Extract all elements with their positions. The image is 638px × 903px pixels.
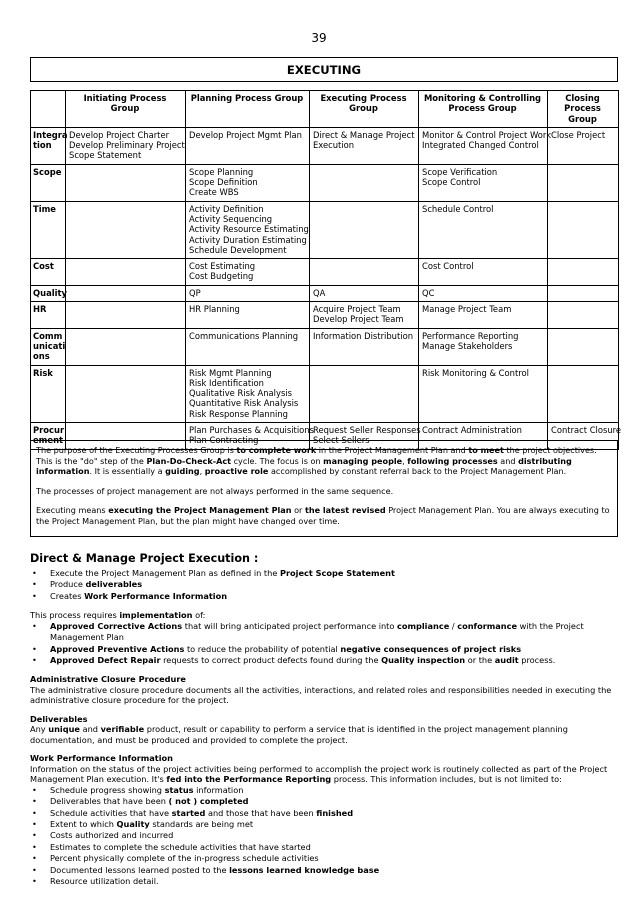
knowledge-area-cell [31,127,66,164]
text-run: Schedule activities that have [50,807,172,818]
list-item [30,842,620,853]
bold-run: status [164,784,194,795]
text-run: of: [192,610,206,621]
executing-cell [310,285,419,301]
bold-run: compliance [397,620,450,631]
cell-line: Execution [313,140,355,151]
initiating-cell [66,259,186,286]
knowledge-area-cell [31,164,66,201]
cell-line: Activity Definition [189,203,264,214]
text-run: and [497,455,519,466]
cell-line: Scope Definition [189,177,258,188]
bold-run: executing the Project Management Plan [108,505,292,515]
text-run: , [402,455,408,466]
text-run: standards are being met [149,819,254,830]
purpose-paragraph [36,486,612,497]
initiating-cell [66,201,186,258]
cell-line: Acquire Project Team [313,304,401,315]
closing-cell [548,164,619,201]
bold-run: Approved Defect Repair [50,654,161,665]
list-item [30,853,620,864]
list-item [30,621,620,644]
cell-line: Request Seller Responses [313,425,421,436]
text-run: cycle. The focus is on [231,455,324,466]
cell-line: Risk [33,367,53,378]
text-run: Deliverables that have been [50,796,169,807]
text-run: Executing means [36,505,109,515]
list-item [30,568,620,579]
cell-line: Communications Planning [189,330,299,341]
cell-line: Cost Estimating [189,261,256,272]
direct-manage-section [30,552,620,888]
planning-cell [186,365,310,422]
header-cell: Closing Process Group [548,91,619,128]
executing-purpose-box [30,440,618,537]
list-item [30,644,620,655]
cell-line: QP [189,287,201,298]
text-run: or the [465,654,495,665]
text-run: with the Project Management Plan [50,620,584,643]
text-run: accomplished by constant referral back to the Project Management Plan. [268,466,567,476]
cell-line: Monitor & Control Project Work [422,129,552,140]
planning-cell [186,285,310,301]
cell-line: Activity Sequencing [189,213,273,224]
closing-cell [548,201,619,258]
text-run: Execute the Project Management Plan as defined in the [50,568,280,578]
text-run: , [199,466,205,476]
cell-line: Integra [33,129,68,140]
bold-run: unique [48,724,80,735]
header-cell: Planning Process Group [186,91,310,128]
planning-cell [186,164,310,201]
list-item [30,579,620,590]
cell-line: HR [33,304,47,315]
cell-line: Schedule Control [422,203,494,214]
knowledge-area-cell [31,259,66,286]
cell-line: Cost Budgeting [189,271,254,282]
cell-line: Cost Control [422,261,474,272]
text-run: process. This information includes, but is not limited to: [331,774,562,785]
deliverables-title: Deliverables [30,713,88,724]
text-run: This process requires [30,610,120,621]
header-cell: Executing Process Group [310,91,419,128]
list-item [30,865,620,876]
table-row [31,302,619,329]
bold-run: Quality [116,819,150,830]
planning-cell [186,259,310,286]
cell-line: Scope Control [422,177,481,188]
knowledge-area-cell [31,328,66,365]
cell-line: Select Sellers [313,435,370,446]
text-run: and those that have been [205,807,317,818]
table-row [31,285,619,301]
bold-run: lessons learned knowledge base [229,864,380,875]
cell-line: Activity Duration Estimating [189,234,307,245]
knowledge-area-cell [31,365,66,422]
executing-cell [310,201,419,258]
wpi-block [30,753,620,887]
closing-cell [548,285,619,301]
section-banner: EXECUTING [30,57,618,82]
cell-line: Develop Project Mgmt Plan [189,129,302,140]
acp-text: The administrative closure procedure documents all the activities, interactions, and related roles and responsibilities needed in executing the administrative closure procedure for the project. [30,684,612,706]
header-cell: Monitoring & Controlling Process Group [419,91,548,128]
bold-run: Approved Corrective Actions [50,620,183,631]
text-run: The purpose of the Executing Processes Group is [36,445,237,455]
bold-run: the latest revised [304,505,386,515]
closing-cell [548,127,619,164]
knowledge-area-cell [31,302,66,329]
cell-line: Create WBS [189,187,239,198]
bold-run: ( not ) completed [168,796,249,807]
text-run: Costs authorized and incurred [50,830,174,841]
planning-cell [186,127,310,164]
closing-cell [548,365,619,422]
executing-cell [310,127,419,164]
bold-run: following processes [407,455,498,466]
cell-line: Risk Response Planning [189,408,288,419]
cell-line: Manage Project Team [422,304,512,315]
bold-run: to meet [468,445,504,455]
planning-cell [186,328,310,365]
monitoring-cell [419,285,548,301]
cell-line: Direct & Manage Project [313,129,415,140]
cell-line: Integrated Changed Control [422,140,539,151]
bold-run: finished [316,807,354,818]
text-run: Creates [50,590,85,601]
text-run: product, result or capability to perform a service that is identified in the project management planning documentation, and must be produced and provided to complete the project. [30,724,568,745]
cell-line: Manage Stakeholders [422,340,513,351]
monitoring-cell [419,127,552,164]
wpi-text [30,764,620,785]
text-run: or [291,505,305,515]
monitoring-cell [419,365,548,422]
deliverables-text [30,724,620,745]
text-run: Documented lessons learned posted to the [50,864,230,875]
cell-line: Scope Statement [69,150,142,161]
executing-cell [310,328,419,365]
knowledge-area-cell [31,285,66,301]
cell-line: Schedule Development [189,244,287,255]
table-row [31,201,619,258]
list-item [30,808,620,819]
initiating-cell [66,302,186,329]
cell-line: unicati [33,340,66,351]
closing-cell [548,328,619,365]
cell-line: Quality [33,287,67,298]
knowledge-area-cell [31,201,66,258]
text-run: in the Project Management Plan and [316,445,469,455]
bold-run: Plan-Do-Check-Act [146,455,232,466]
executing-cell [310,302,419,329]
bold-run: guiding [165,466,200,476]
cell-line: Develop Preliminary Project [69,140,185,151]
monitoring-cell [419,259,548,286]
cell-line: Contract Closure [551,425,622,436]
bold-run: fed into the Performance Reporting [166,774,332,785]
table-row [31,127,619,164]
planning-cell [186,302,310,329]
list-item [30,655,620,666]
cell-line: HR Planning [189,304,240,315]
acp-block [30,674,620,706]
text-run: Any [30,724,49,735]
list-item [30,785,620,796]
text-run: Percent physically complete of the in-progress schedule activities [50,853,319,864]
header-cell: Initiating Process Group [66,91,186,128]
text-run: The processes of project management are not always performed in the same sequence. [36,485,394,496]
cell-line: ons [33,351,50,362]
initiating-cell [66,285,186,301]
cell-line: Develop Project Charter [69,129,170,140]
bold-run: to complete work [236,445,317,455]
cell-line: Qualitative Risk Analysis [189,388,293,399]
cell-line: Scope [33,166,62,177]
bold-run: Quality inspection [381,654,466,665]
monitoring-cell [419,302,548,329]
cell-line: Risk Mgmt Planning [189,367,272,378]
list-item [30,796,620,807]
list-item [30,830,620,841]
cell-line: QA [313,287,326,298]
bold-run: started [171,807,206,818]
bold-run: implementation [119,610,193,621]
header-cell [31,91,66,128]
cell-line: Time [33,203,56,214]
cell-line: Performance Reporting [422,330,519,341]
table-row [31,365,619,422]
bold-run: proactive role [204,466,269,476]
bold-run: conformance [457,620,518,631]
deliverables-block [30,714,620,746]
bold-run: verifiable [100,724,145,735]
initiating-cell [66,365,186,422]
cell-line: Activity Resource Estimating [189,224,309,235]
list-item [30,876,620,887]
table-row [31,164,619,201]
initiating-cell [66,328,186,365]
cell-line: ement [33,435,64,446]
section-title: Direct & Manage Project Execution : [30,552,259,565]
bold-run: negative consequences of project risks [340,643,522,654]
cell-line: tion [33,140,52,151]
bold-run: deliverables [85,579,143,590]
cell-line: Information Distribution [313,330,414,341]
executing-cell [310,259,419,286]
purpose-paragraph [36,505,612,526]
table-row [31,328,619,365]
text-run: Extent to which [50,819,117,830]
process-groups-table [30,90,622,450]
text-run: that will bring anticipated project performance into [182,620,397,631]
wpi-bullet-list [30,785,620,888]
text-run: Produce [50,579,86,590]
table-row [31,259,619,286]
bold-run: Project Scope Statement [279,568,395,578]
text-run: Estimates to complete the schedule activities that have started [50,841,311,852]
cell-line: Procur [33,425,65,436]
cell-line: QC [422,287,435,298]
executing-cell [310,164,419,201]
cell-line: Plan Contracting [189,435,259,446]
initiating-cell [66,127,186,164]
purpose-paragraph [36,445,612,477]
cell-line: Cost [33,261,54,272]
list-item [30,591,620,602]
cell-line: Scope Planning [189,166,254,177]
text-run: to reduce the probability of potential [184,643,341,654]
text-run: Schedule progress showing [50,784,165,795]
bold-run: audit [494,654,519,665]
text-run: process. [518,654,556,665]
cell-line: Risk Monitoring & Control [422,367,529,378]
closing-cell [548,302,619,329]
text-run: the project objectives. This is the "do" step of the [36,445,597,466]
cell-line: Quantitative Risk Analysis [189,398,299,409]
cell-line: Plan Purchases & Acquisitions [189,425,314,436]
monitoring-cell [419,164,548,201]
text-run: Information on the status of the project activities being performed to accomplish the project work is routinely collected as part of the Project Management Plan execution. It's [30,763,608,785]
monitoring-cell [419,201,548,258]
text-run: Resource utilization detail. [50,876,159,887]
bold-run: distributing information [36,455,572,476]
bold-run: Work Performance Information [84,590,228,601]
page-number: 39 [311,31,327,45]
cell-line: Contract Administration [422,425,522,436]
cell-line: Close Project [551,129,606,140]
requires-text [30,610,620,621]
initiating-cell [66,164,186,201]
cell-line: Risk Identification [189,377,264,388]
bold-run: managing people [323,455,403,466]
text-run: . It is essentially a [89,466,166,476]
acp-title: Administrative Closure Procedure [30,674,186,685]
table-header-row [31,91,619,128]
implementation-bullet-list [30,621,620,667]
text-run: requests to correct product defects found during the [160,654,382,665]
closing-cell [548,259,619,286]
text-run: / [449,620,458,631]
monitoring-cell [419,328,548,365]
executing-cell [310,365,419,422]
cell-line: Comm [33,330,63,341]
text-run: Project Management Plan. You are always executing to the Project Management Plan, but the plan might have changed over time. [36,505,610,526]
text-run: information [193,784,244,795]
text-run: and [79,724,101,735]
planning-cell [186,201,310,258]
intro-bullet-list [30,568,620,602]
list-item [30,819,620,830]
wpi-title: Work Performance Information [30,753,173,764]
bold-run: Approved Preventive Actions [50,643,185,654]
cell-line: Develop Project Team [313,314,404,325]
cell-line: Scope Verification [422,166,498,177]
